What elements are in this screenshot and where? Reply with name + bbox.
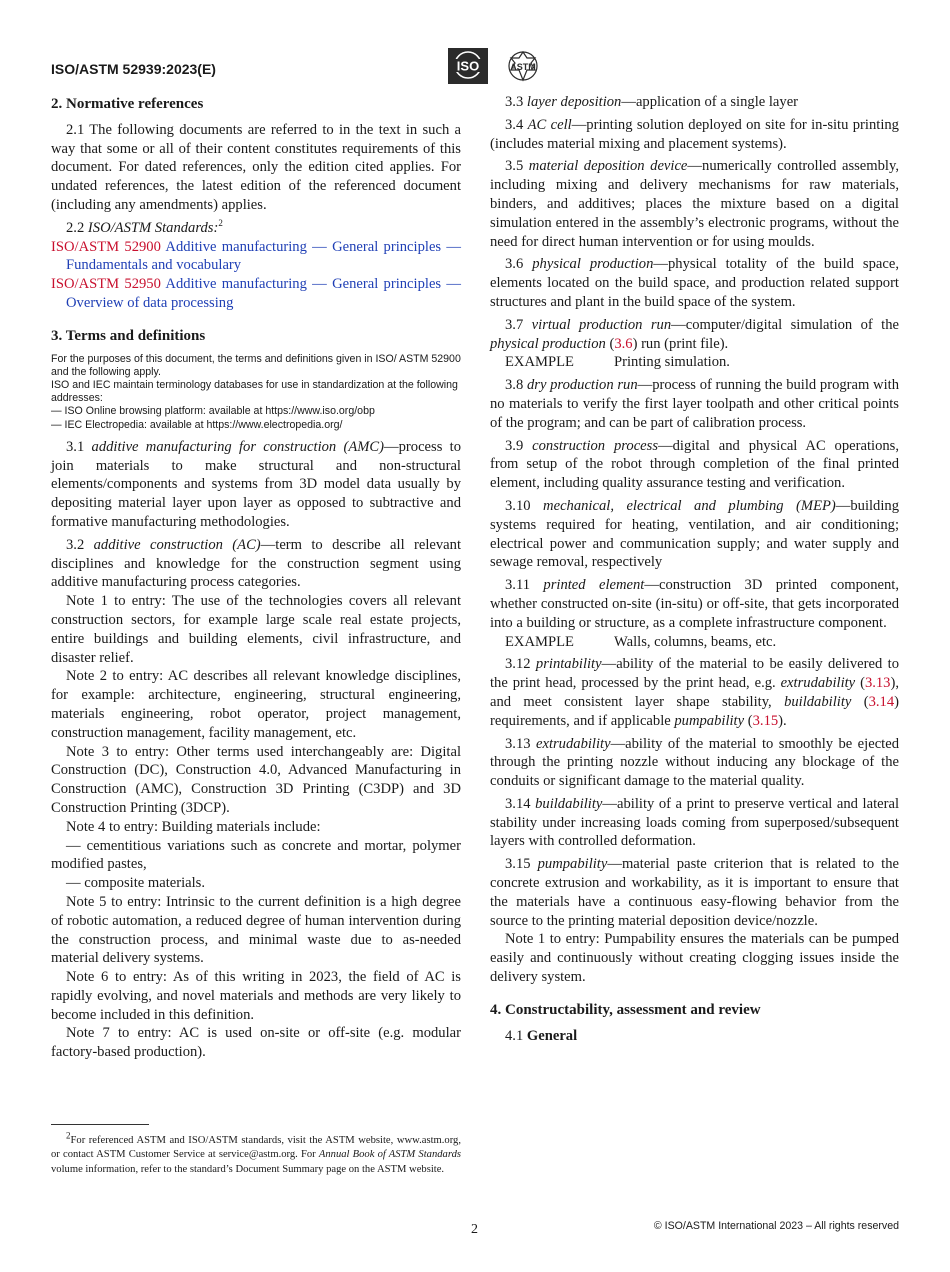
term-number: 3.8 [505,377,524,394]
term-definition-end: ). [778,712,787,729]
example-label: EXAMPLE [505,354,574,371]
note-list-item: — cementitious variations such as concrete and mortar, polymer modified pastes, [51,837,461,873]
example-text: Walls, columns, beams, etc. [614,633,777,650]
svg-text:ASTM: ASTM [510,62,536,72]
reference-item[interactable] [51,275,461,313]
term-3-9 [490,437,899,493]
term-definition: —term to describe all relevant disciplines and knowledge for the construction segment using additive manufacturing process categories. [51,536,461,591]
terms-intro-line: ISO and IEC maintain terminology databases for use in standardization at the following addresses: [51,378,458,405]
clause-2-2-number: 2.2 [66,219,85,236]
cross-ref-term: buildability [784,693,852,710]
term-number: 3.11 [505,577,530,594]
reference-code[interactable]: ISO/ASTM 52900 [51,238,161,255]
term-number: 3.6 [505,256,524,273]
clause-2-2 [51,219,461,238]
term-number: 3.7 [505,316,524,333]
term-definition-end: ) run (print file). [632,335,729,352]
astm-logo [502,48,544,84]
term-3-2 [51,536,461,592]
term-definition: —material paste criterion that is related to the concrete extrusion and workability, as it is important to ensure that the materials have a continuous easy-flowing behavior from the source to the printing material deposition device/nozzle. [490,856,900,929]
term-3-10 [490,497,899,572]
term-definition: ) requirements, and if applicable [490,693,899,729]
term-name: mechanical, electrical and plumbing (MEP) [543,497,836,514]
term-name: printability [535,656,602,673]
term-definition: —ability of the material to be easily delivered to the print head, processed by the print head, e.g. [490,656,899,692]
term-name: printed element [543,577,645,594]
term-definition: —physical totality of the build space, elements located on the build space, and production related support structures and plant in the build space of the system. [490,256,899,310]
term-number: 3.1 [66,438,85,455]
footnote [51,1130,461,1177]
copyright-notice: © ISO/ASTM International 2023 – All rights reserved [653,1220,899,1232]
example-text: Printing simulation. [614,354,730,371]
term-number: 3.4 [505,116,524,133]
term-name: dry production run [526,377,638,394]
term-definition: —numerically controlled assembly, including mixing and delivery mechanisms for raw materials, binders, and additives; places the mixture based on a digital simulation entered in the assembly’s electronic programs, without the need for direct human intervention or for using moulds. [490,158,899,250]
reference-title[interactable]: Additive manufacturing — General principles — Overview of data processing [66,276,461,311]
note-to-entry: Note 1 to entry: Pumpability ensures the materials can be pumped easily and continuously without creating clogging issues inside the delivery system. [490,931,899,986]
term-name: additive manufacturing for construction (AMC) [91,438,385,455]
term-3-7 [490,316,899,354]
term-definition: —printing solution deployed on site for in-situ printing (includes material mixing and placement systems). [490,116,899,152]
footnote-divider [51,1124,149,1125]
note-to-entry: Note 5 to entry: Intrinsic to the current definition is a high degree of robotic automation, a reduced degree of human intervention during the construction process, and minimal waste due to as-needed material delivery systems. [51,893,461,967]
reference-title[interactable]: Additive manufacturing — General principles — Fundamentals and vocabulary [66,238,461,274]
note-to-entry: Note 1 to entry: The use of the technologies covers all relevant construction sectors, for example large scale real estate projects, entire buildings and building elements, civil infrastructure, and disaster relief. [51,593,461,666]
term-number: 3.13 [505,735,531,752]
section-4-heading: 4. Constructability, assessment and review [490,1001,761,1018]
note-to-entry: Note 2 to entry: AC describes all relevant knowledge disciplines, for example: architecture, engineering, structural engineering, materials engineering, robot operator, project management, construction management, facility management, etc. [51,668,461,741]
term-number: 3.10 [505,497,531,514]
term-definition: —application of a single layer [621,94,799,110]
footnote-text: volume information, refer to the standard’s Document Summary page on the ASTM website. [51,1163,445,1175]
cross-ref-term: physical production [490,335,606,352]
term-3-5 [490,157,899,251]
footnote-number: 2 [66,1130,71,1141]
cross-ref-term: extrudability [780,675,856,692]
term-name: pumpability [537,856,608,873]
term-3-1 [51,438,461,532]
cross-reference-link[interactable]: 3.13 [864,675,891,692]
example [490,353,899,372]
section-3-heading: 3. Terms and definitions [51,327,206,344]
clause-4-1 [490,1027,899,1046]
footnote-italic-text: Annual Book of ASTM Standards [318,1149,461,1161]
term-definition: —building systems required for heating, ventilation, and air conditioning; electrical power and communication supply; and water supply and sewage removal, respectively [490,497,900,571]
term-number: 3.14 [505,795,531,812]
term-number: 3.12 [505,656,531,673]
term-name: construction process [532,437,659,454]
cross-ref-open: ( [605,335,615,352]
term-name: buildability [535,795,603,812]
note-list-item: — composite materials. [66,875,206,892]
term-3-14 [490,795,899,851]
term-3-4 [490,116,899,154]
clause-title: General [526,1027,578,1044]
terms-intro [51,353,461,432]
clause-2-2-label: ISO/ASTM Standards: [87,219,219,236]
reference-code[interactable]: ISO/ASTM 52950 [51,276,161,293]
term-number: 3.9 [505,437,524,454]
term-definition: —computer/digital simulation of the [671,316,899,333]
term-definition: ), and meet consistent layer shape stability, [490,675,899,710]
left-column [51,93,461,1062]
cross-ref-term: pumpability [674,712,745,729]
clause-2-1: 2.1 The following documents are referred to in the text in such a way that some or all of their content constitutes requirements of this document. For dated references, only the edition cited applies. For undated references, the latest edition of the referenced document (including any amendments) applies. [51,121,461,213]
svg-text:ISO: ISO [456,58,480,74]
document-id: ISO/ASTM 52939:2023(E) [51,61,216,77]
example-label: EXAMPLE [505,633,574,650]
term-number: 3.5 [505,158,524,175]
term-3-11 [490,576,899,632]
term-number: 3.3 [505,94,524,110]
cross-reference-link[interactable]: 3.14 [868,693,895,710]
right-column [490,93,899,1049]
reference-item[interactable] [51,238,461,276]
term-3-6 [490,255,899,311]
term-name: AC cell [527,116,572,133]
term-name: extrudability [535,735,611,752]
page-number: 2 [471,1222,478,1237]
term-number: 3.15 [505,856,531,873]
term-definition: —ability of a print to preserve vertical and lateral stability under increasing loads coming from superposed/subsequent layers with controlled deformation. [490,795,899,850]
note-to-entry: Note 3 to entry: Other terms used interchangeably are: Digital Construction (DC), Construction 4.0, Advanced Manufacturing in Construction (AMC), Construction 3D Printing (C3DP) and 3D Construction Printing (3DCP). [51,743,461,816]
footnote-marker: 2 [218,217,223,228]
term-name: additive construction (AC) [93,536,261,553]
term-3-13 [490,735,899,791]
terms-intro-line: — IEC Electropedia: available at https://www.electropedia.org/ [51,418,343,431]
term-3-12: 3.12 printability—ability of the material to be easily delivered to the print head, processed by the print head, e.g. extrudability (3.13), and meet consistent layer shape stability, buildability (3.14) requirements, and if applicable pumpability (3.15). [490,656,899,729]
cross-reference-link[interactable]: 3.15 [752,712,779,729]
term-definition: —construction 3D printed component, whether constructed on-site (in-situ) or off-site, that gets incorporated into a building or structure, as a complete infrastructure component. [490,577,900,631]
terms-intro-line: — ISO Online browsing platform: available at https://www.iso.org/obp [51,405,375,418]
term-name: virtual production run [531,316,672,333]
terms-intro-line: For the purposes of this document, the terms and definitions given in ISO/ ASTM 52900 and the following apply. [51,352,461,378]
term-name: material deposition device [528,158,688,175]
term-number: 3.2 [66,536,85,553]
term-definition: —process of running the build program with no materials to verify the first layer toolpath and other critical points of the program; and can be part of calibration process. [490,377,899,431]
cross-reference-link[interactable]: 3.6 [614,335,633,352]
example [490,633,899,652]
term-3-3 [490,93,899,112]
note-to-entry: Note 6 to entry: As of this writing in 2023, the field of AC is rapidly evolving, and novel materials and methods are very likely to become included in this definition. [51,969,461,1023]
term-3-8 [490,376,899,432]
section-2-heading: 2. Normative references [51,96,204,112]
term-definition: —digital and physical AC operations, from setup of the robot through completion of the final printed element, including quality assurance testing and verification. [490,437,900,492]
term-3-15 [490,855,899,930]
note-to-entry: Note 7 to entry: AC is used on-site or off-site (e.g. modular factory-based production). [51,1025,461,1061]
term-definition: —ability of the material to smoothly be ejected through the printing nozzle without inducing any blockage of the conduits or significant damage to the material quality. [490,735,900,790]
iso-logo [448,48,488,84]
term-name: layer deposition [526,94,622,110]
note-to-entry: Note 4 to entry: Building materials include: [66,818,321,835]
term-name: physical production [532,256,654,273]
footnote-text: For referenced ASTM and ISO/ASTM standards, visit the ASTM website, www.astm.org, or contact ASTM Customer Service at service@astm.org. For [51,1135,461,1161]
clause-number: 4.1 [505,1027,524,1044]
term-definition: —process to join materials to make structural and non-structural elements/components and systems from 3D model data usually by depositing material layer upon layer as opposed to subtractive and formative manufacturing methodologies. [51,438,461,530]
